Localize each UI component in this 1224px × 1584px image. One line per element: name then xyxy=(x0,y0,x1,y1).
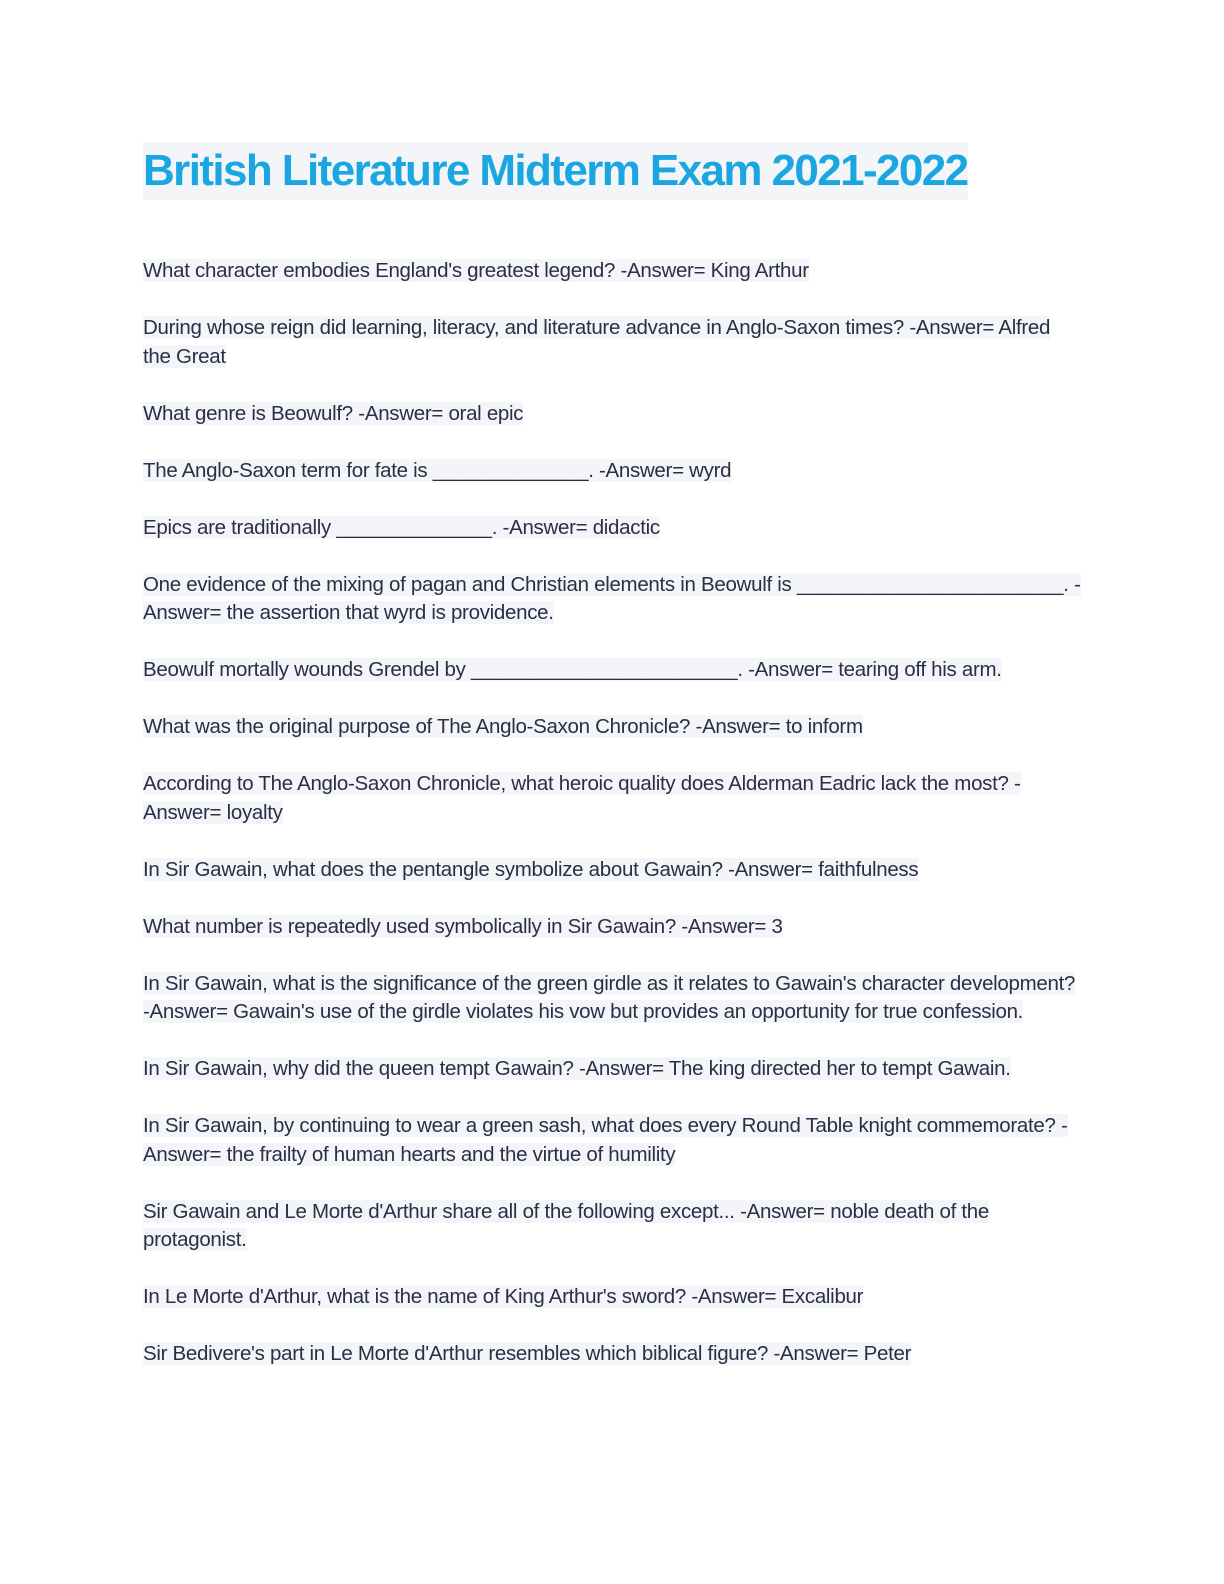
qa-item xyxy=(143,1340,1083,1369)
document-title: British Literature Midterm Exam 2021-2022 xyxy=(143,142,968,200)
qa-list xyxy=(143,257,1083,1369)
qa-item-text: In Sir Gawain, what is the significance of the green girdle as it relates to Gawain's character development? -Answer= Gawain's use of the girdle violates his vow but provides an opportunity for true confession. xyxy=(143,971,1076,1023)
qa-item-text: Sir Gawain and Le Morte d'Arthur share all of the following except... -Answer= noble death of the protagonist. xyxy=(143,1199,989,1251)
qa-item-text: According to The Anglo-Saxon Chronicle, what heroic quality does Alderman Eadric lack the most? -Answer= loyalty xyxy=(143,772,1021,824)
qa-item xyxy=(143,457,1083,486)
document-page xyxy=(143,142,1083,1397)
qa-item xyxy=(143,713,1083,742)
qa-item-text: During whose reign did learning, literacy, and literature advance in Anglo-Saxon times? -Answer= Alfred the Great xyxy=(143,316,1051,368)
qa-item-text: What genre is Beowulf? -Answer= oral epic xyxy=(143,401,524,425)
qa-item-text: What number is repeatedly used symbolically in Sir Gawain? -Answer= 3 xyxy=(143,914,783,938)
qa-item-text: Sir Bedivere's part in Le Morte d'Arthur resembles which biblical figure? -Answer= Peter xyxy=(143,1342,912,1365)
qa-item xyxy=(143,1283,1083,1312)
qa-item xyxy=(143,656,1083,685)
qa-item xyxy=(143,770,1083,827)
qa-item-text: Beowulf mortally wounds Grendel by ________________________. -Answer= tearing off his arm. xyxy=(143,658,1002,681)
qa-item xyxy=(143,1112,1083,1169)
qa-item xyxy=(143,970,1083,1027)
qa-item-text: One evidence of the mixing of pagan and Christian elements in Beowulf is ________________________. -Answer= the assertion that wyrd is providence. xyxy=(143,572,1081,624)
qa-item-text: What was the original purpose of The Anglo-Saxon Chronicle? -Answer= to inform xyxy=(143,715,863,738)
qa-item xyxy=(143,571,1083,628)
qa-item-text: In Sir Gawain, by continuing to wear a green sash, what does every Round Table knight commemorate? -Answer= the frailty of human hearts and the virtue of humility xyxy=(143,1114,1068,1166)
qa-item xyxy=(143,1198,1083,1255)
qa-item xyxy=(143,514,1083,543)
qa-item xyxy=(143,314,1083,371)
qa-item xyxy=(143,913,1083,942)
qa-item xyxy=(143,856,1083,885)
qa-item-text: In Le Morte d'Arthur, what is the name of King Arthur's sword? -Answer= Excalibur xyxy=(143,1285,864,1308)
qa-item-text: The Anglo-Saxon term for fate is ______________. -Answer= wyrd xyxy=(143,458,732,482)
qa-item xyxy=(143,1055,1083,1084)
qa-item-text: What character embodies England's greatest legend? -Answer= King Arthur xyxy=(143,259,809,282)
qa-item-text: In Sir Gawain, what does the pentangle symbolize about Gawain? -Answer= faithfulness xyxy=(143,857,919,881)
qa-item xyxy=(143,400,1083,429)
qa-item-text: Epics are traditionally ______________. -Answer= didactic xyxy=(143,515,660,539)
qa-item xyxy=(143,257,1083,286)
qa-item-text: In Sir Gawain, why did the queen tempt Gawain? -Answer= The king directed her to tempt Gawain. xyxy=(143,1057,1011,1080)
